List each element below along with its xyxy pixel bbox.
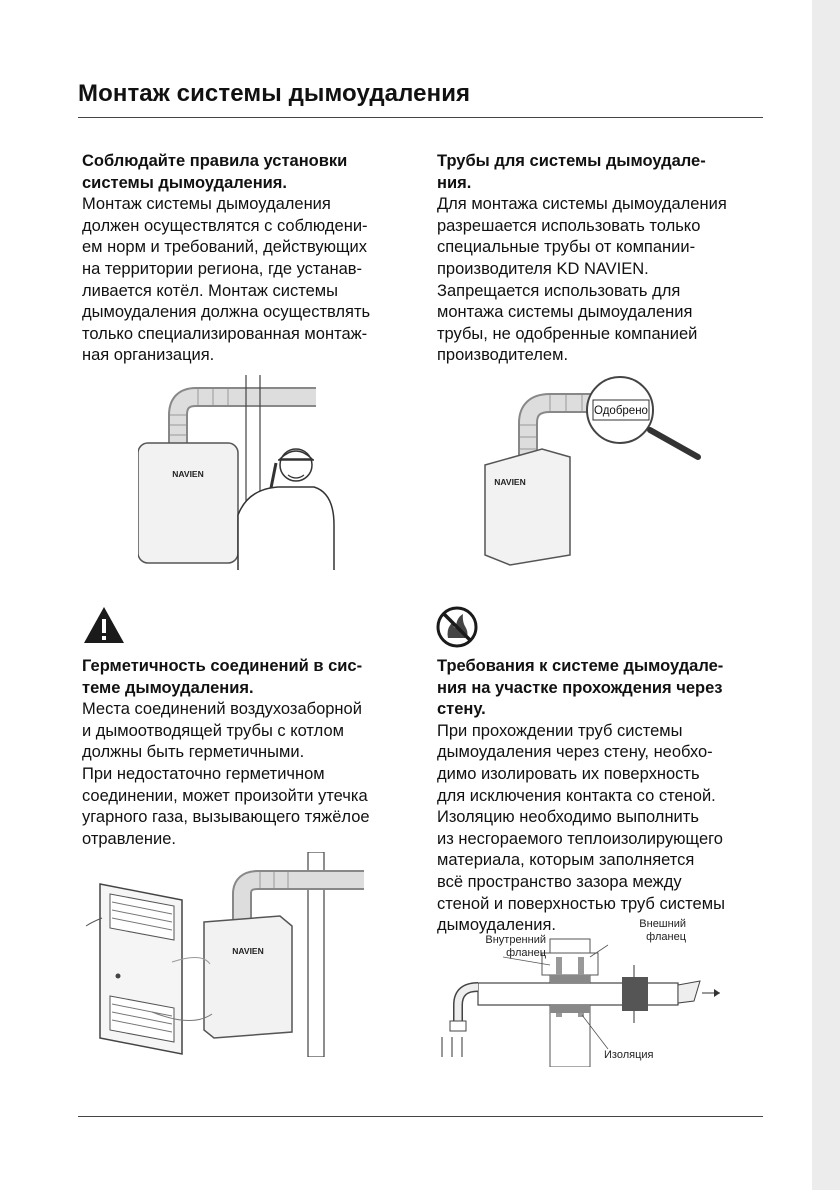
section-heading-line: Требования к системе дымоудале- <box>437 657 724 675</box>
section-sealed-joints <box>82 656 374 850</box>
body-line: ная организация. <box>82 346 215 365</box>
body-line: только специализированная монтаж- <box>82 324 368 343</box>
section-heading-line: Герметичность соединений в сис- <box>82 657 363 675</box>
section-wall-passage <box>437 656 729 937</box>
body-line: ливается котёл. Монтаж системы <box>82 281 338 300</box>
body-line: производителя KD NAVIEN. <box>437 259 649 278</box>
body-line: Для монтажа системы дымоудаления <box>437 195 727 214</box>
page-side-strip <box>812 0 840 1190</box>
section-heading-line: стену. <box>437 700 486 719</box>
body-line: материала, которым заполняется <box>437 851 695 870</box>
body-line: ем норм и требований, действующих <box>82 238 368 257</box>
section-approved-pipes <box>437 151 729 367</box>
body-line: на территории региона, где устанав- <box>82 259 363 278</box>
body-line: специальные трубы от компании- <box>437 238 696 257</box>
body-line: монтажа системы дымоудаления <box>437 303 693 322</box>
section-installation-rules <box>82 151 374 367</box>
outer-flange-label: Внешний фланец <box>639 918 686 943</box>
body-line: дымоудаления через стену, необхо- <box>437 743 713 762</box>
body-line: Места соединений воздухозаборной <box>82 700 362 719</box>
section-heading-line: ния на участке прохождения через <box>437 678 723 697</box>
body-line: Запрещается использовать для <box>437 281 681 300</box>
body-line: При недостаточно герметичном <box>82 764 325 783</box>
body-line: Монтаж системы дымоудаления <box>82 195 331 214</box>
navien-logo: NAVIEN <box>494 477 526 487</box>
body-line: разрешается использовать только <box>437 216 701 235</box>
navien-logo: NAVIEN <box>232 946 264 956</box>
gas-leak-illustration <box>82 852 372 1057</box>
body-line: дымоудаления. <box>437 916 556 935</box>
no-fire-icon <box>436 606 478 648</box>
section-heading-line: теме дымоудаления. <box>82 678 254 697</box>
footer-rule <box>78 1116 763 1117</box>
body-line: отравление. <box>82 829 177 848</box>
approved-pipe-illustration <box>480 375 725 570</box>
body-line: и дымоотводящей трубы с котлом <box>82 721 344 740</box>
body-line: производителем. <box>437 346 569 365</box>
body-line: соединении, может произойти утечка <box>82 786 368 805</box>
body-line: дымоудаления должна осуществлять <box>82 303 371 322</box>
section-heading-line: ния. <box>437 173 472 192</box>
body-line: для исключения контакта со стеной. <box>437 786 716 805</box>
section-heading-line: Соблюдайте правила установки <box>82 152 348 170</box>
body-line: должен осуществлятся с соблюдени- <box>82 216 368 235</box>
body-line: При прохождении труб системы <box>437 721 683 740</box>
section-heading-line: системы дымоудаления. <box>82 173 288 192</box>
body-line: угарного газа, вызывающего тяжёлое <box>82 808 370 827</box>
page-title: Монтаж системы дымоудаления <box>78 80 471 107</box>
body-line: димо изолировать их поверхность <box>437 764 700 783</box>
title-underline <box>78 117 763 118</box>
body-line: стеной и поверхностью труб системы <box>437 894 725 913</box>
body-line: должны быть герметичными. <box>82 743 305 762</box>
body-line: трубы, не одобренные компанией <box>437 324 698 343</box>
approved-label: Одобрено <box>594 405 648 417</box>
navien-logo: NAVIEN <box>172 469 204 479</box>
boiler-installer-illustration <box>138 375 338 570</box>
insulation-label: Изоляция <box>604 1049 654 1061</box>
inner-flange-label: Внутренний фланец <box>485 934 546 959</box>
warning-triangle-icon <box>82 605 126 645</box>
section-heading-line: Трубы для системы дымоудале- <box>437 152 706 170</box>
body-line: всё пространство зазора между <box>437 872 682 891</box>
body-line: из несгораемого теплоизолирующего <box>437 829 723 848</box>
body-line: Изоляцию необходимо выполнить <box>437 808 699 827</box>
